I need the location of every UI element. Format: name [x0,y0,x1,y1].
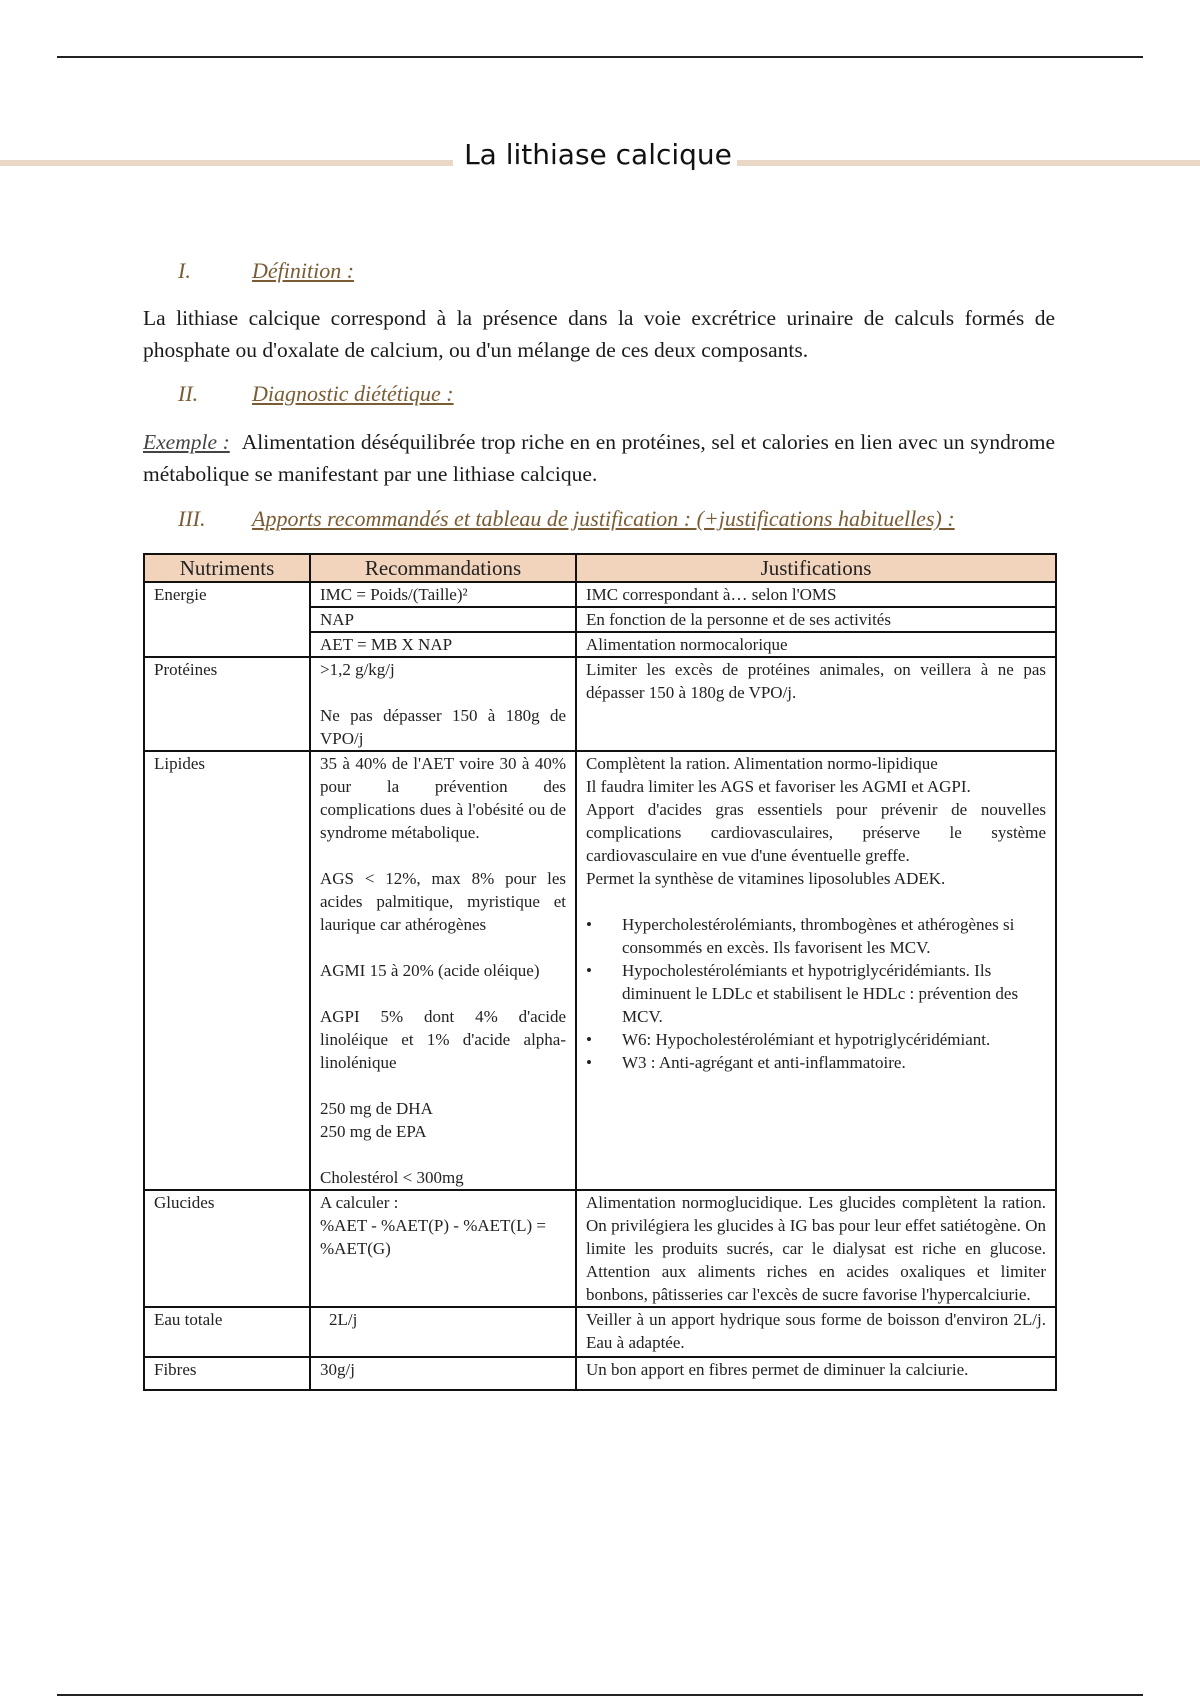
recommendation-cell [310,751,576,1190]
justification-line: Permet la synthèse de vitamines liposolubles ADEK. [586,869,946,888]
recommendation-line: 250 mg de DHA [320,1099,433,1118]
spacer [320,844,566,867]
list-item: • Hypocholestérolémiants et hypotriglycéridémiants. Ils diminuent le LDLc et stabilisent le HDLc : prévention des MCV. [622,959,1046,1028]
example-label: Exemple : [143,430,230,454]
nutrient-name: Glucides [144,1190,310,1307]
recommendation-cell: AET = MB X NAP [310,632,576,657]
recommendation-line: AGMI 15 à 20% (acide oléique) [320,961,540,980]
diagnostic-paragraph [143,426,1055,490]
table-row [144,582,1056,607]
list-item: • W6: Hypocholestérolémiant et hypotriglycéridémiant. [622,1028,1046,1051]
recommendation-cell: IMC = Poids/(Taille)² [310,582,576,607]
justification-cell: Un bon apport en fibres permet de diminuer la calciurie. [576,1357,1056,1390]
section-number: I. [178,258,191,283]
title-decor-right [737,160,1200,166]
section-number: III. [178,506,206,531]
justification-cell: Alimentation normoglucidique. Les glucides complètent la ration. On privilégiera les glucides à IG bas pour leur effet satiétogène. On limite les produits sucrés, car le dialysat est riche en glucose. Attention aux aliments riches en acides oxaliques et limiter bonbons, pâtisseries car l'excès de sucre favorise l'hypercalciurie. [576,1190,1056,1307]
section-label: Apports recommandés et tableau de justification : (+justifications habituelles) : [252,506,955,531]
spacer [320,1074,566,1097]
spacer [320,982,566,1005]
table-row [144,1307,1056,1357]
recommendation-cell [310,657,576,751]
section-number: II. [178,381,199,406]
justification-cell [576,751,1056,1190]
recommendation-cell: NAP [310,607,576,632]
header-recommandations: Recommandations [310,554,576,582]
footer-rule [57,1694,1143,1696]
table-row [144,1190,1056,1307]
spacer [320,936,566,959]
recommendation-line: AGS < 12%, max 8% pour les acides palmitique, myristique et laurique car athérogènes [320,869,566,934]
table-row [144,751,1056,1190]
spacer [320,1143,566,1166]
table-header-row [144,554,1056,582]
list-item: • Hypercholestérolémiants, thrombogènes et athérogènes si consommés en excès. Ils favorisent les MCV. [622,913,1046,959]
justification-line: Apport d'acides gras essentiels pour prévenir de nouvelles complications cardiovasculaires, préserve le système cardiovasculaire en vue d'une éventuelle greffe. [586,800,1046,865]
justification-line: Complètent la ration. Alimentation normo-lipidique [586,754,938,773]
nutrition-table [143,553,1057,1391]
section-heading-2 [178,381,454,407]
nutrient-name: Protéines [144,657,310,751]
justification-cell: En fonction de la personne et de ses activités [576,607,1056,632]
recommendation-line: Ne pas dépasser 150 à 180g de VPO/j [320,706,566,748]
nutrient-name: Lipides [144,751,310,1190]
recommendation-line: 250 mg de EPA [320,1122,427,1141]
header-rule [57,56,1143,58]
recommendation-line: %AET - %AET(P) - %AET(L) = %AET(G) [320,1216,546,1258]
recommendation-line: AGPI 5% dont 4% d'acide linoléique et 1% d'acide alpha-linolénique [320,1007,566,1072]
table-row [144,657,1056,751]
justification-cell: Veiller à un apport hydrique sous forme de boisson d'environ 2L/j. Eau à adaptée. [576,1307,1056,1357]
spacer [320,681,566,704]
section-label: Définition : [252,258,355,283]
recommendation-cell: 2L/j [310,1307,576,1357]
justification-cell: Alimentation normocalorique [576,632,1056,657]
recommendation-cell [310,1190,576,1307]
title-decor-left [0,160,453,166]
section-heading-3 [178,506,955,532]
justification-bullets [586,913,1046,1074]
recommendation-line: Cholestérol < 300mg [320,1168,464,1187]
header-nutriments: Nutriments [144,554,310,582]
nutrient-name: Eau totale [144,1307,310,1357]
page-title: La lithiase calcique [464,138,732,171]
list-item: • W3 : Anti-agrégant et anti-inflammatoire. [622,1051,1046,1074]
diagnostic-text: Alimentation déséquilibrée trop riche en en protéines, sel et calories en lien avec un syndrome métabolique se manifestant par une lithiase calcique. [143,430,1056,486]
recommendation-cell: 30g/j [310,1357,576,1390]
recommendation-line: >1,2 g/kg/j [320,660,395,679]
definition-paragraph: La lithiase calcique correspond à la présence dans la voie excrétrice urinaire de calculs formés de phosphate ou d'oxalate de calcium, ou d'un mélange de ces deux composants. [143,306,1055,362]
section-label: Diagnostic diététique : [252,381,454,406]
nutrient-name: Fibres [144,1357,310,1390]
recommendation-line: 35 à 40% de l'AET voire 30 à 40% pour la prévention des complications dues à l'obésité ou de syndrome métabolique. [320,754,566,842]
header-justifications: Justifications [576,554,1056,582]
justification-cell: Limiter les excès de protéines animales, on veillera à ne pas dépasser 150 à 180g de VPO/j. [576,657,1056,751]
section-heading-1 [178,258,354,284]
title-banner [0,138,1200,178]
justification-cell: IMC correspondant à… selon l'OMS [576,582,1056,607]
justification-line: Il faudra limiter les AGS et favoriser les AGMI et AGPI. [586,777,971,796]
nutrient-name: Energie [144,582,310,657]
table-row [144,1357,1056,1390]
recommendation-line: A calculer : [320,1193,399,1212]
spacer [586,890,1046,913]
